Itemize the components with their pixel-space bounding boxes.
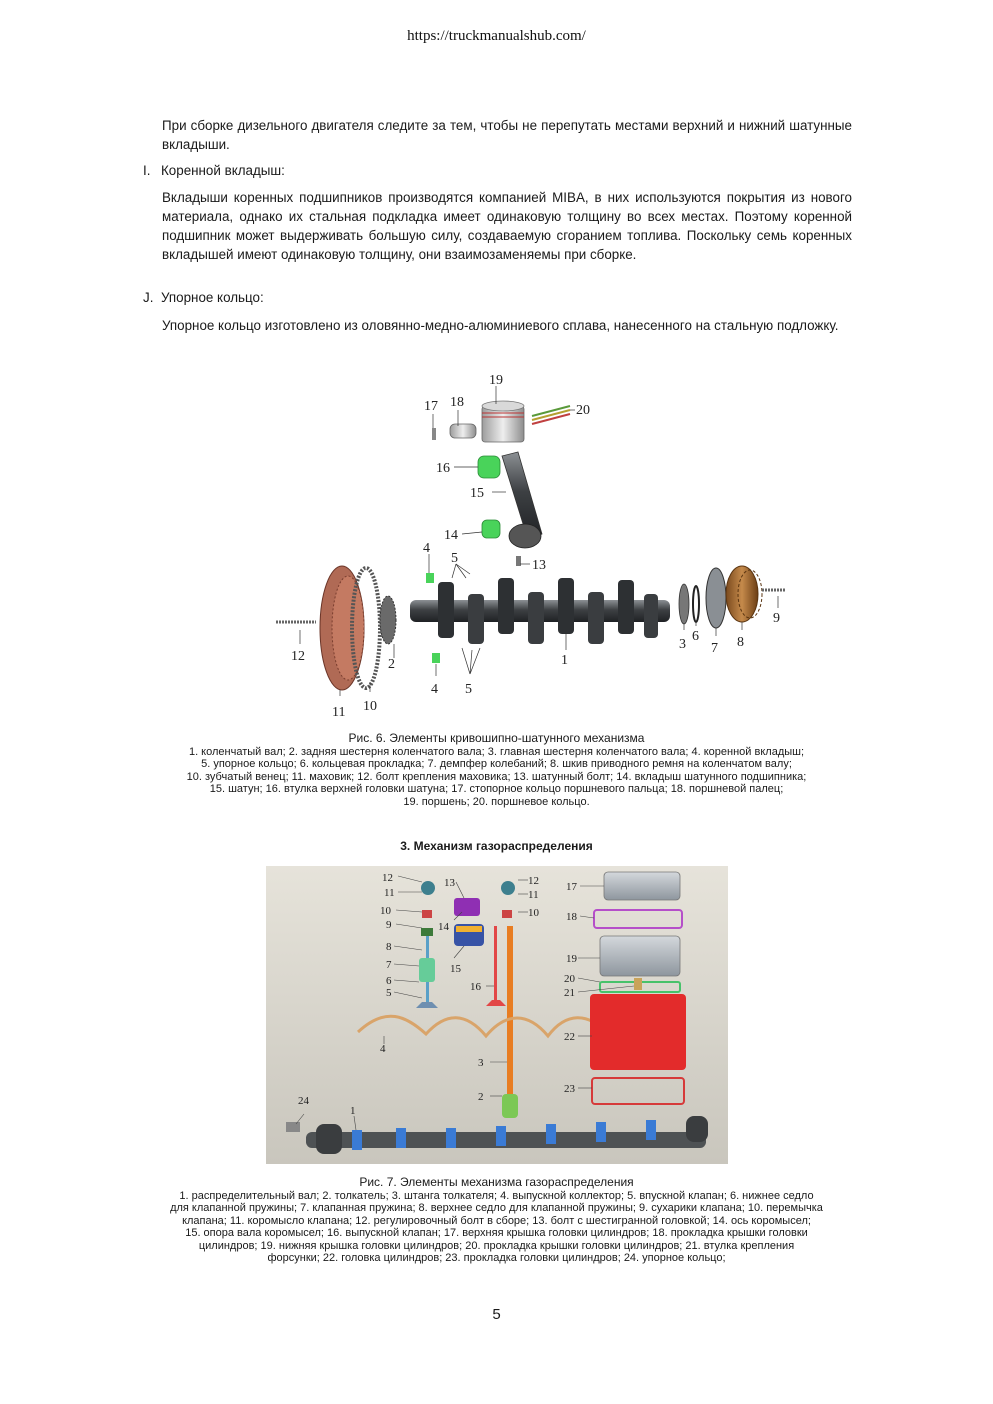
piston-drawing [482, 401, 524, 442]
circlip-drawing [432, 428, 436, 440]
crank-gear-drawing [679, 584, 689, 624]
main-bearing-lower-drawing [432, 653, 440, 663]
callout7-15: 15 [450, 963, 461, 975]
callout-4-lower: 4 [431, 682, 438, 697]
callout-3: 3 [679, 637, 686, 652]
callout-8: 8 [737, 635, 744, 650]
callout7-17: 17 [566, 881, 577, 893]
callout7-12-right: 12 [528, 875, 539, 887]
figure-7-caption [120, 1176, 873, 1265]
callout7-20: 20 [564, 973, 575, 985]
flywheel-drawing [320, 566, 396, 690]
figure-7-caption-line: цилиндров; 19. нижняя крышка головки цилиндров; 20. прокладка крышки головки цилиндров; 21. втулка крепления [198, 1239, 795, 1252]
section-j-body: Упорное кольцо изготовлено из оловянно-медно-алюминиевого сплава, нанесенного на стальную подложку. [162, 318, 839, 333]
callout7-11-left: 11 [384, 887, 395, 899]
callout-2: 2 [388, 657, 395, 672]
callout7-12-left: 12 [382, 872, 393, 884]
callout-6: 6 [692, 629, 699, 644]
callout7-13: 13 [444, 877, 455, 889]
piston-pin-drawing [450, 424, 476, 438]
figure-6-caption-title: Рис. 6. Элементы кривошипно-шатунного механизма [348, 731, 645, 745]
pushrod-drawing [507, 926, 513, 1096]
figure-7-caption-line: для клапанной пружины; 7. клапанная пружина; 8. верхнее седло для клапанной пружины; 9. сухарики клапана; 10. перемычка [170, 1202, 823, 1214]
page-number: 5 [492, 1306, 501, 1323]
callout-15: 15 [470, 486, 484, 501]
callout7-7: 7 [386, 959, 392, 971]
figure-6-callouts [291, 373, 780, 720]
callout7-1: 1 [350, 1105, 356, 1117]
callout7-4: 4 [380, 1043, 386, 1055]
callout7-5: 5 [386, 987, 392, 999]
callout-17: 17 [424, 399, 438, 414]
page-header-url: https://truckmanualshub.com/ [407, 28, 586, 44]
figure-6-crank-mechanism [270, 368, 800, 720]
callout7-8: 8 [386, 941, 392, 953]
section-i-heading [143, 163, 285, 178]
figure-7-caption-line: форсунки; 22. головка цилиндров; 23. прокладка головки цилиндров; 24. упорное кольцо; [267, 1252, 726, 1264]
section-j-number: J. [143, 290, 154, 305]
figure-6-caption-line: 1. коленчатый вал; 2. задняя шестерня коленчатого вала; 3. главная шестерня коленчатого вала; 4. коренной вкладыш; [188, 745, 805, 758]
callout7-10-right: 10 [528, 907, 539, 919]
thrust-ring-drawing [286, 1122, 300, 1132]
section-j-title: Упорное кольцо: [161, 290, 264, 305]
callout7-24: 24 [298, 1095, 309, 1107]
section-i-title: Коренной вкладыш: [161, 163, 285, 178]
figure-7-caption-line: 1. распределительный вал; 2. толкатель; 3. штанга толкателя; 4. выпускной коллектор; 5. впускной клапан; 6. нижнее седло [179, 1189, 814, 1202]
piston-rings-drawing [532, 406, 570, 424]
section-3-heading: 3. Механизм газораспределения [400, 839, 593, 853]
callout-9: 9 [773, 611, 780, 626]
section-j-heading [143, 290, 264, 305]
figure-7-valve-train [266, 866, 728, 1164]
callout7-21: 21 [564, 987, 575, 999]
section-i-number: I. [143, 163, 151, 178]
callout-18: 18 [450, 395, 464, 410]
figure-7-caption-title: Рис. 7. Элементы механизма газораспределения [359, 1175, 634, 1189]
callout-7: 7 [711, 641, 718, 656]
ring-gasket-drawing [693, 586, 699, 622]
figure-6-caption [120, 732, 873, 808]
callout-20: 20 [576, 403, 590, 418]
callout7-10-left: 10 [380, 905, 391, 917]
callout7-16: 16 [470, 981, 481, 993]
callout7-18: 18 [566, 911, 577, 923]
callout-5-lower: 5 [465, 682, 472, 697]
callout-19: 19 [489, 373, 503, 388]
callout-4-upper: 4 [423, 541, 430, 556]
callout7-9: 9 [386, 919, 392, 931]
figure-7-caption-line: клапана; 11. коромысло клапана; 12. регулировочный болт в сборе; 13. болт с шестигранной головкой; 14. ось коромысел; [182, 1214, 811, 1227]
callout7-6: 6 [386, 975, 392, 987]
damper-drawing [706, 568, 726, 628]
callout-5-upper: 5 [451, 551, 458, 566]
callout7-2: 2 [478, 1091, 484, 1103]
callout-10: 10 [363, 699, 377, 714]
callout7-14: 14 [438, 921, 449, 933]
callout-1: 1 [561, 653, 568, 668]
callout-16: 16 [436, 461, 450, 476]
crankshaft-drawing [410, 578, 670, 644]
figure-6-caption-line: 15. шатун; 16. втулка верхней головки шатуна; 17. стопорное кольцо поршневого пальца; 18. поршневой палец; [209, 783, 784, 795]
callout7-3: 3 [478, 1057, 484, 1069]
tappet-drawing [502, 1094, 518, 1118]
callout-12: 12 [291, 649, 305, 664]
figure-6-caption-line: 5. упорное кольцо; 6. кольцевая прокладка; 7. демпфер колебаний; 8. шкив приводного ремня на коленчатом валу; [201, 758, 792, 770]
callout7-11-right: 11 [528, 889, 539, 901]
section-i-body: Вкладыши коренных подшипников производятся компанией MIBA, в них используются покрытия из нового материала, однако их стальная подкладка имеет одинаковую толщину во всех местах. Поэтому коренной подшипник может выдерживать большую силу, создаваемую сгоранием топлива. Поскольку семь коренных вкладышей имеют одинаковую толщину, они взаимозаменяемы при сборке. [162, 190, 852, 262]
figure-7-caption-line: 15. опора вала коромысел; 16. выпускной клапан; 17. верхняя крышка головки цилиндров; 18. прокладка крышки головки [185, 1227, 808, 1239]
connecting-rod-drawing [478, 452, 542, 566]
callout-11: 11 [332, 705, 346, 720]
callout7-19: 19 [566, 953, 577, 965]
callout7-23: 23 [564, 1083, 575, 1095]
main-bearing-upper-drawing [426, 573, 434, 583]
pulley-drawing [726, 566, 762, 622]
callout-13: 13 [532, 558, 546, 573]
figure-6-caption-line: 10. зубчатый венец; 11. маховик; 12. болт крепления маховика; 13. шатунный болт; 14. вкладыш шатунного подшипника; [186, 770, 807, 783]
callout7-22: 22 [564, 1031, 575, 1043]
callout-14: 14 [444, 528, 458, 543]
figure-6-caption-line: 19. поршень; 20. поршневое кольцо. [403, 795, 590, 808]
intro-paragraph: При сборке дизельного двигателя следите за тем, чтобы не перепутать местами верхний и нижний шатунные вкладыши. [162, 118, 852, 152]
